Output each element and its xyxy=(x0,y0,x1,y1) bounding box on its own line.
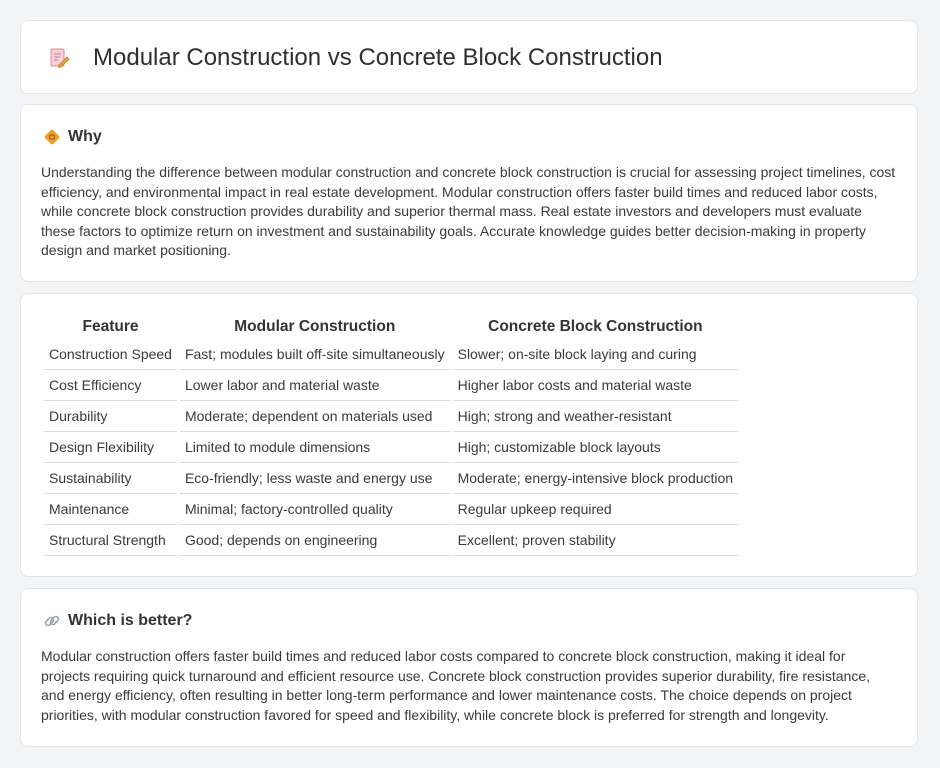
feature-cell: Cost Efficiency xyxy=(44,370,177,401)
comparison-table xyxy=(41,312,741,556)
feature-cell: Sustainability xyxy=(44,463,177,494)
modular-cell: Limited to module dimensions xyxy=(180,432,450,463)
why-header xyxy=(43,127,102,147)
column-header-concrete: Concrete Block Construction xyxy=(488,318,703,335)
concrete-cell: High; strong and weather-resistant xyxy=(453,401,739,432)
comparison-section xyxy=(20,293,918,577)
table-row xyxy=(44,432,738,463)
title-row xyxy=(47,43,663,73)
column-header-modular: Modular Construction xyxy=(234,318,396,335)
concrete-cell: Moderate; energy-intensive block production xyxy=(453,463,739,494)
better-header xyxy=(43,611,192,631)
feature-cell: Construction Speed xyxy=(44,339,177,370)
concrete-cell: Excellent; proven stability xyxy=(453,525,739,556)
diamond-warning-icon xyxy=(43,128,61,146)
why-heading: Why xyxy=(68,128,102,145)
why-text: Understanding the difference between modular construction and concrete block construction is crucial for assessing project timelines, cost efficiency, and environmental impact in real estate development. Modular construction offers faster build times and reduced labor costs, while concrete block construction provides durability and superior thermal mass. Real estate investors and developers must evaluate these factors to optimize return on investment and sustainability goals. Accurate knowledge guides better decision-making in property design and market positioning. xyxy=(41,164,896,259)
table-row xyxy=(44,463,738,494)
page-title: Modular Construction vs Concrete Block Construction xyxy=(93,44,663,71)
link-icon xyxy=(43,612,61,630)
table-row xyxy=(44,339,738,370)
better-heading: Which is better? xyxy=(68,612,193,629)
feature-cell: Structural Strength xyxy=(44,525,177,556)
concrete-cell: Regular upkeep required xyxy=(453,494,739,525)
title-card xyxy=(20,20,918,94)
feature-cell: Maintenance xyxy=(44,494,177,525)
modular-cell: Moderate; dependent on materials used xyxy=(180,401,450,432)
modular-cell: Eco-friendly; less waste and energy use xyxy=(180,463,450,494)
feature-cell: Durability xyxy=(44,401,177,432)
modular-cell: Minimal; factory-controlled quality xyxy=(180,494,450,525)
concrete-cell: High; customizable block layouts xyxy=(453,432,739,463)
document-edit-icon xyxy=(47,46,71,70)
table-row xyxy=(44,525,738,556)
table-row xyxy=(44,401,738,432)
table-row xyxy=(44,494,738,525)
table-row xyxy=(44,370,738,401)
concrete-cell: Slower; on-site block laying and curing xyxy=(453,339,739,370)
which-is-better-section xyxy=(20,588,918,747)
modular-cell: Good; depends on engineering xyxy=(180,525,450,556)
table-header-row xyxy=(44,312,738,339)
modular-cell: Fast; modules built off-site simultaneously xyxy=(180,339,450,370)
why-section xyxy=(20,104,918,282)
feature-cell: Design Flexibility xyxy=(44,432,177,463)
column-header-feature: Feature xyxy=(82,318,139,335)
better-text: Modular construction offers faster build times and reduced labor costs compared to concrete block construction, making it ideal for projects requiring quick turnaround and efficient resource use. Concrete block construction provides superior durability, fire resistance, and energy efficiency, often resulting in better long-term performance and lower maintenance costs. The choice depends on project priorities, with modular construction favored for speed and flexibility, while concrete block is preferred for strength and longevity. xyxy=(41,648,871,723)
modular-cell: Lower labor and material waste xyxy=(180,370,450,401)
concrete-cell: Higher labor costs and material waste xyxy=(453,370,739,401)
